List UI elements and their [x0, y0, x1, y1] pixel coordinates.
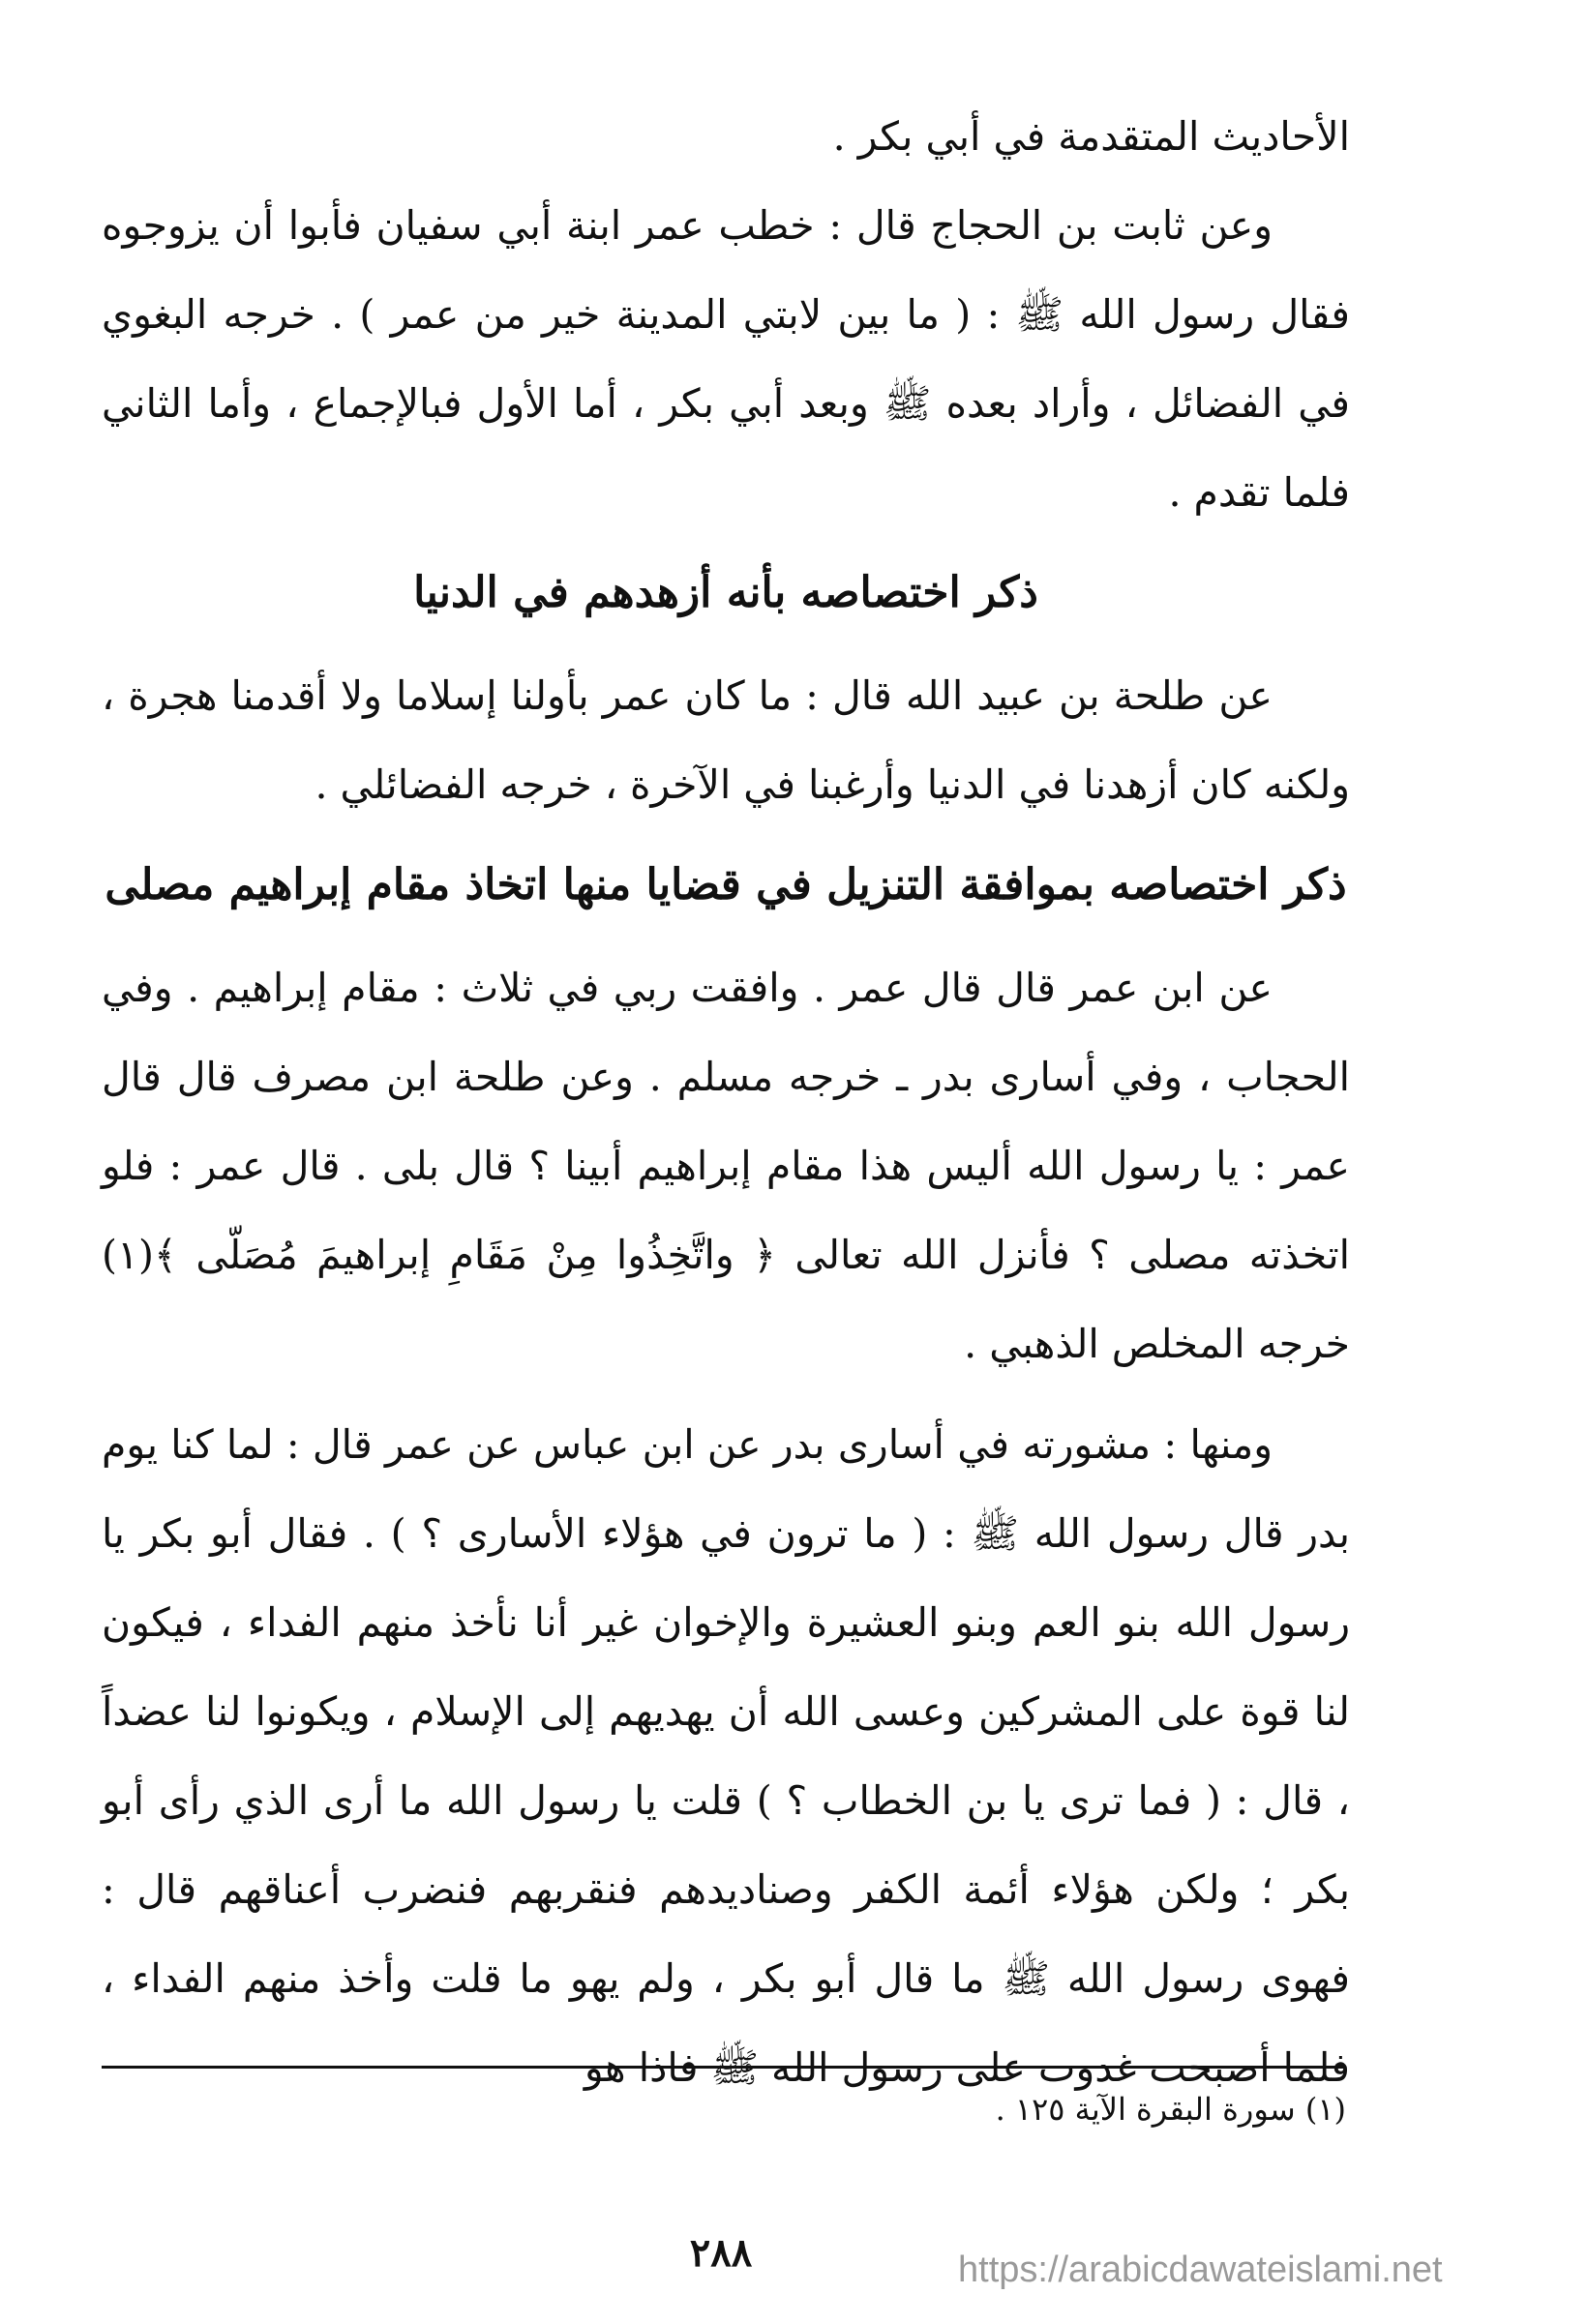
paragraph-thabit-hadith: وعن ثابت بن الحجاج قال : خطب عمر ابنة أبي سفيان فأبوا أن يزوجوه فقال رسول الله ﷺ : ( ما بين لابتي المدينة خير من عمر ) . خرجه البغوي في الفضائل ، وأراد بعده ﷺ وبعد أبي بكر ، أما الأول فبالإجماع ، وأما الثاني فلما تقدم . [102, 202, 1350, 516]
page-number: ٢٨٨ [689, 2230, 753, 2276]
footnote-divider [102, 2066, 1345, 2069]
footnote: (١) سورة البقرة الآية ١٢٥ . [995, 2091, 1346, 2128]
watermark-url: https://arabicdawateislami.net [958, 2250, 1443, 2290]
page-body [102, 92, 1350, 2112]
paragraph-continuation: الأحاديث المتقدمة في أبي بكر . [832, 113, 1350, 160]
paragraph-ibn-umar-hadith: عن ابن عمر قال قال عمر . وافقت ربي في ثلاث : مقام إبراهيم . وفي الحجاب ، وفي أسارى بدر ـ خرجه مسلم . وعن طلحة ابن مصرف قال قال عمر : يا رسول الله أليس هذا مقام إبراهيم أبينا ؟ قال بلى . قال عمر : فلو اتخذته مصلى ؟ فأنزل الله تعالى ﴿ واتَّخِذُوا مِنْ مَقَامِ إبراهيمَ مُصَلّى ﴾(١) خرجه المخلص الذهبي . [102, 965, 1350, 1367]
section-heading-zuhd: ذكر اختصاصه بأنه أزهدهم في الدنيا [413, 568, 1038, 617]
paragraph-talha-hadith: عن طلحة بن عبيد الله قال : ما كان عمر بأولنا إسلاما ولا أقدمنا هجرة ، ولكنه كان أزهدنا في الدنيا وأرغبنا في الآخرة ، خرجه الفضائلي . [102, 672, 1350, 808]
section-heading-muwafaqa: ذكر اختصاصه بموافقة التنزيل في قضايا منها اتخاذ مقام إبراهيم مصلى [105, 860, 1347, 909]
paragraph-asara-badr: ومنها : مشورته في أسارى بدر عن ابن عباس عن عمر قال : لما كنا يوم بدر قال رسول الله ﷺ : ( ما ترون في هؤلاء الأسارى ؟ ) . فقال أبو بكر يا رسول الله بنو العم وبنو العشيرة والإخوان غير أنا نأخذ منهم الفداء ، فيكون لنا قوة على المشركين وعسى الله أن يهديهم إلى الإسلام ، ويكونوا لنا عضداً ، قال : ( فما ترى يا بن الخطاب ؟ ) قلت يا رسول الله ما أرى الذي رأى أبو بكر ؛ ولكن هؤلاء أئمة الكفر وصناديدهم فنقربهم فنضرب أعناقهم قال : فهوى رسول الله ﷺ ما قال أبو بكر ، ولم يهو ما قلت وأخذ منهم الفداء ، فلما أصبحت غدوت على رسول الله ﷺ فاذا هو [102, 1421, 1350, 2091]
